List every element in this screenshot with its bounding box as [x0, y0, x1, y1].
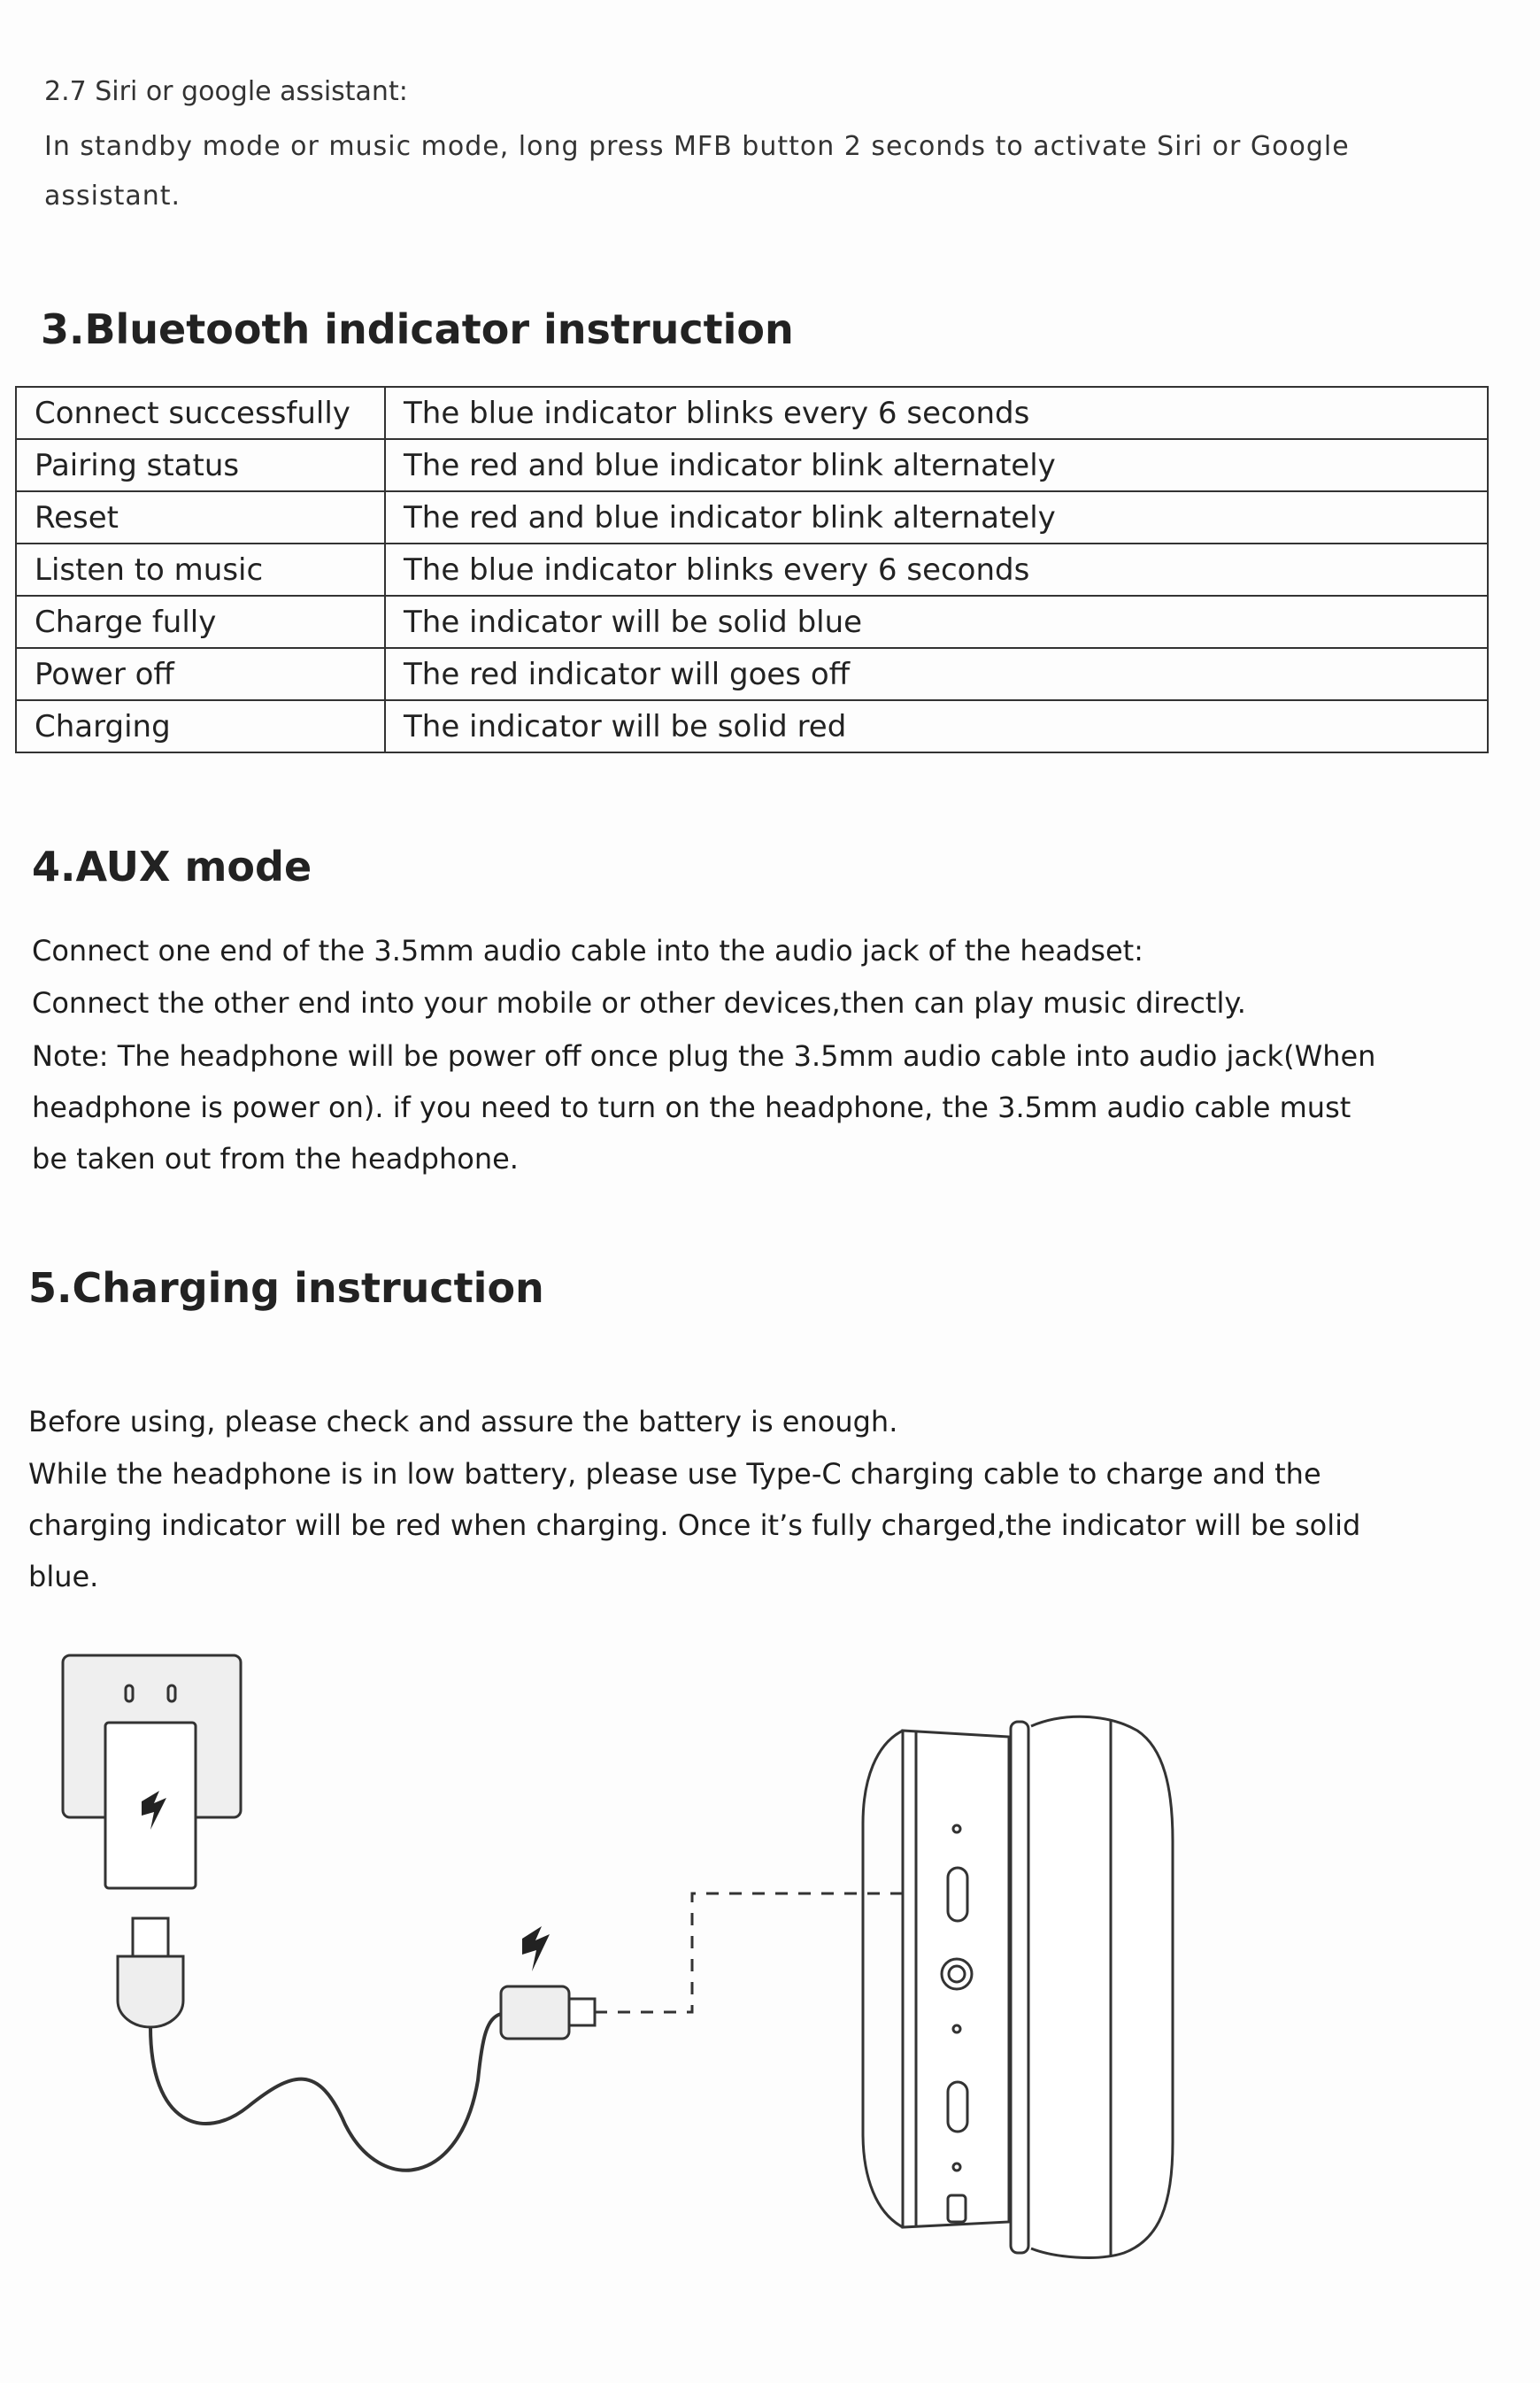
indicator-cell: The indicator will be solid blue [385, 596, 1488, 648]
charging-line: While the headphone is in low battery, please use Type-C charging cable to charge and the [28, 1457, 1321, 1491]
charging-line: Before using, please check and assure the battery is enough. [28, 1405, 898, 1438]
aux-heading: 4.AUX mode [32, 843, 312, 891]
indicator-cell: The red and blue indicator blink alternately [385, 439, 1488, 491]
charging-line: blue. [28, 1560, 99, 1593]
headphone-earcup-icon [863, 1716, 1173, 2257]
aux-line: Connect one end of the 3.5mm audio cable into the audio jack of the headset: [32, 934, 1143, 968]
dashed-guide-line [595, 1893, 933, 2012]
charging-line: charging indicator will be red when charging. Once it’s fully charged,the indicator will be solid [28, 1508, 1361, 1542]
indicator-cell: The red and blue indicator blink alternately [385, 491, 1488, 544]
siri-heading: 2.7 Siri or google assistant: [44, 76, 408, 107]
state-cell: Charging [16, 700, 385, 752]
lightning-icon [522, 1926, 550, 1971]
cable [150, 2014, 501, 2171]
bluetooth-heading: 3.Bluetooth indicator instruction [41, 305, 794, 353]
state-cell: Power off [16, 648, 385, 700]
indicator-cell: The blue indicator blinks every 6 seconds [385, 544, 1488, 596]
aux-line: be taken out from the headphone. [32, 1142, 519, 1176]
charging-heading: 5.Charging instruction [28, 1264, 544, 1312]
type-c-connector-icon [118, 1918, 183, 2027]
state-cell: Connect successfully [16, 387, 385, 439]
siri-text-line-1: In standby mode or music mode, long press MFB button 2 seconds to activate Siri or Google [44, 131, 1350, 162]
indicator-cell: The indicator will be solid red [385, 700, 1488, 752]
aux-line: Note: The headphone will be power off once plug the 3.5mm audio cable into audio jack(When [32, 1039, 1376, 1073]
indicator-cell: The blue indicator blinks every 6 seconds [385, 387, 1488, 439]
state-cell: Charge fully [16, 596, 385, 648]
state-cell: Listen to music [16, 544, 385, 596]
charger-plug-icon [105, 1723, 196, 1888]
siri-text-line-2: assistant. [44, 181, 181, 212]
state-cell: Reset [16, 491, 385, 544]
aux-line: Connect the other end into your mobile or other devices,then can play music directly. [32, 986, 1246, 1020]
cable-end-connector-icon [501, 1926, 595, 2039]
indicator-cell: The red indicator will goes off [385, 648, 1488, 700]
state-cell: Pairing status [16, 439, 385, 491]
aux-line: headphone is power on). if you need to turn on the headphone, the 3.5mm audio cable must [32, 1091, 1351, 1124]
